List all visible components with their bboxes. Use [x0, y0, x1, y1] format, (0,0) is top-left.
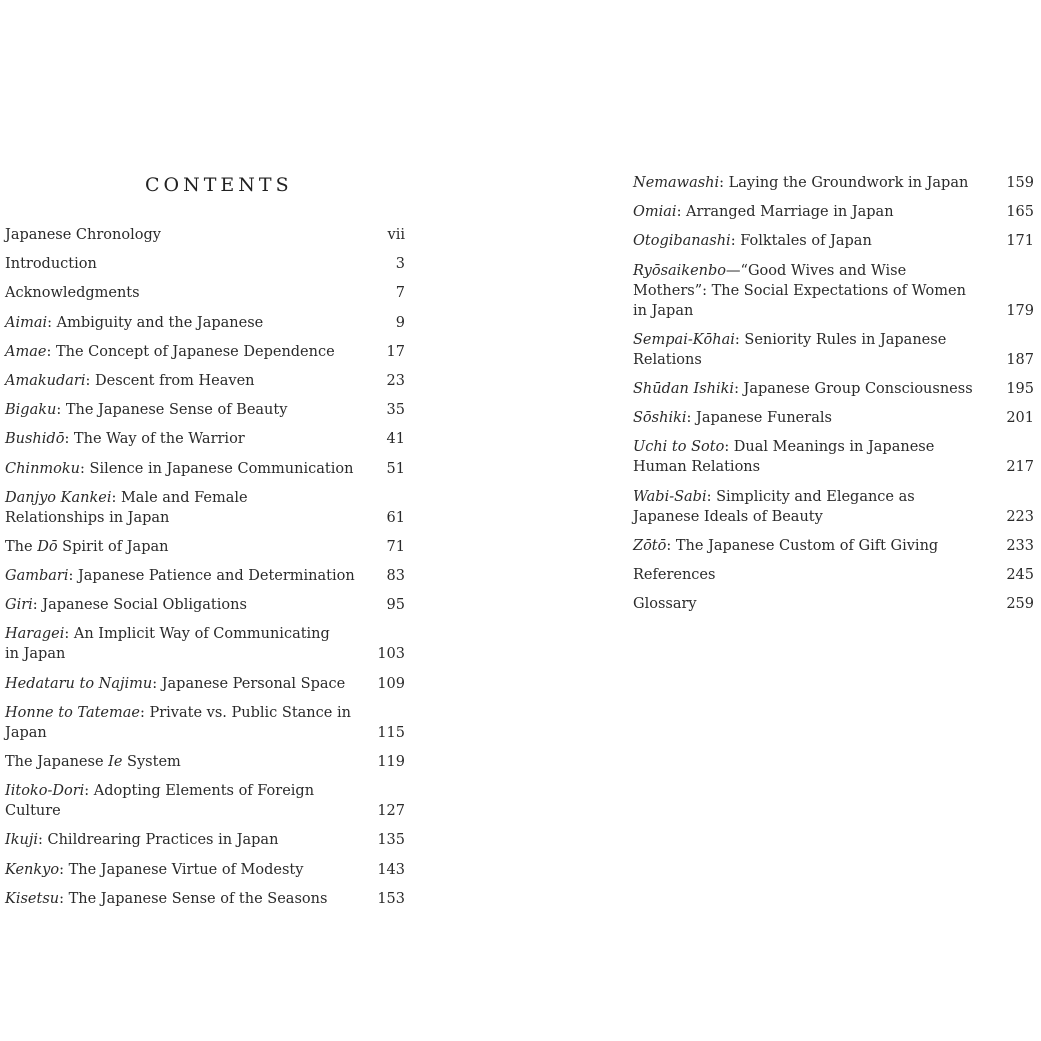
toc-entry [5, 889, 405, 909]
toc-entry [5, 283, 405, 303]
toc-entry-title [5, 488, 345, 528]
toc-entry-term: Shūdan Ishiki [633, 380, 735, 397]
toc-column-right [633, 173, 1034, 623]
toc-entry [633, 173, 1034, 193]
toc-entry-text: The [5, 538, 38, 555]
toc-entry-page-number: 35 [386, 402, 405, 419]
toc-entry-term: Honne to Tatemae [5, 704, 140, 721]
toc-entry-page-number: 201 [1006, 410, 1034, 427]
toc-entry-title [5, 537, 377, 557]
toc-entry-term: Uchi to Soto [633, 439, 725, 456]
toc-entry-title [633, 379, 1006, 399]
toc-entry-term: Haragei [5, 626, 65, 643]
toc-entry-text: : Laying the Groundwork in Japan [719, 175, 969, 191]
toc-entry-text: : Folktales of Japan [730, 233, 872, 250]
toc-entry-term: Bigaku [5, 402, 57, 419]
toc-entry-term: Sempai-Kōhai [633, 331, 735, 348]
toc-entry-title [5, 830, 377, 850]
toc-entry-term: Gambari [5, 568, 69, 585]
toc-entry-text: : Japanese Patience and Determination [68, 568, 355, 585]
toc-entry [633, 487, 1034, 527]
toc-entry [633, 536, 1034, 556]
toc-entry-text: : Arranged Marriage in Japan [676, 204, 894, 221]
toc-entry-term: Aimai [5, 314, 48, 331]
toc-entry-text: : Male and Female Relationships in Japan [5, 489, 248, 526]
toc-entry-page-number: vii [387, 227, 405, 243]
toc-entry-term: Kisetsu [5, 890, 60, 907]
page-title: CONTENTS [145, 174, 293, 196]
toc-entry [5, 459, 405, 479]
toc-entry [5, 400, 405, 420]
toc-entry-term: Ie [108, 754, 123, 770]
toc-entry-term: Dō [37, 538, 58, 555]
toc-entry-title [633, 231, 1006, 251]
toc-entry-term: Danjyo Kankei [5, 489, 112, 506]
toc-entry-page-number: 3 [395, 256, 405, 273]
toc-entry [5, 488, 405, 528]
toc-entry-page-number: 109 [377, 675, 405, 692]
toc-entry-term: Hedataru to Najimu [5, 675, 153, 692]
toc-entry-text: : Japanese Personal Space [152, 675, 346, 692]
toc-entry-page-number: 223 [1006, 508, 1034, 525]
toc-entry-page-number: 153 [377, 890, 405, 907]
toc-entry-page-number: 7 [395, 285, 405, 302]
toc-entry [5, 537, 405, 557]
toc-entry-term: Amakudari [5, 372, 86, 389]
toc-entry-page-number: 95 [386, 597, 405, 614]
toc-entry-text: : Seniority Rules in Japanese Relations [633, 331, 947, 368]
toc-entry-text: : Descent from Heaven [85, 372, 255, 389]
toc-entry [5, 703, 405, 743]
toc-entry-text: : The Japanese Sense of Beauty [56, 402, 288, 419]
toc-entry-text: The Japanese [5, 754, 109, 770]
toc-entry-page-number: 17 [386, 343, 405, 360]
toc-entry-text: : The Japanese Sense of the Seasons [59, 890, 328, 907]
toc-entry [633, 202, 1034, 222]
toc-entry-page-number: 127 [377, 803, 405, 820]
toc-entry-term: Ryōsaikenbo [633, 262, 727, 279]
toc-entry [5, 342, 405, 362]
toc-entry-text: References [633, 566, 716, 583]
toc-entry-title [633, 408, 1006, 428]
toc-entry-term: Nemawashi [633, 175, 720, 191]
toc-entry-page-number: 171 [1006, 233, 1034, 250]
toc-entry-text: : The Japanese Virtue of Modesty [59, 861, 304, 878]
toc-entry-page-number: 245 [1006, 566, 1034, 583]
toc-entry-title [5, 566, 377, 586]
toc-entry [5, 752, 405, 772]
toc-entry-page-number: 195 [1006, 380, 1034, 397]
toc-entry-title [633, 330, 1006, 370]
toc-entry-term: Omiai [633, 204, 677, 221]
toc-entry [5, 674, 405, 694]
toc-entry [5, 254, 405, 274]
toc-entry-page-number: 217 [1006, 459, 1034, 476]
toc-entry-term: Kenkyo [5, 861, 60, 878]
toc-entry [633, 594, 1034, 614]
toc-entry-term: Amae [5, 343, 47, 360]
toc-entry-title [5, 781, 377, 821]
toc-entry-page-number: 9 [395, 314, 405, 331]
toc-entry [5, 830, 405, 850]
toc-entry-title [633, 536, 1006, 556]
toc-entry-text: : Ambiguity and the Japanese [47, 314, 264, 331]
toc-entry-title [5, 400, 377, 420]
toc-entry-text: : Adopting Elements of Foreign Culture [5, 783, 315, 820]
toc-entry-text: —“Good Wives and Wise Mothers”: The Social Expectations of Women in Japan [633, 262, 966, 319]
toc-entry-title [5, 313, 377, 333]
toc-entry-title [5, 429, 377, 449]
toc-entry-title [5, 283, 377, 303]
toc-entry-text: Introduction [5, 256, 97, 273]
toc-entry [633, 437, 1034, 477]
toc-entry-page-number: 119 [377, 754, 405, 770]
toc-entry-term: Sōshiki [633, 410, 687, 427]
toc-entry-page-number: 143 [377, 861, 405, 878]
toc-entry-page-number: 115 [377, 724, 405, 741]
toc-entry [633, 565, 1034, 585]
toc-entry [633, 408, 1034, 428]
toc-entry [633, 261, 1034, 321]
toc-entry-title [633, 565, 1006, 585]
toc-entry-text: : Private vs. Public Stance in Japan [5, 704, 351, 741]
toc-entry-page-number: 135 [377, 832, 405, 849]
toc-entry-title [633, 487, 983, 527]
toc-entry-title [5, 674, 377, 694]
toc-entry-title [5, 225, 377, 245]
toc-entry-title [5, 703, 377, 743]
toc-entry [5, 371, 405, 391]
toc-entry-term: Iitoko-Dori [5, 783, 85, 800]
toc-entry-text: : Dual Meanings in Japanese Human Relations [633, 439, 935, 476]
toc-entry-title [5, 459, 377, 479]
toc-entry [5, 781, 405, 821]
toc-entry-text: : Japanese Group Consciousness [734, 380, 973, 397]
toc-entry [5, 624, 405, 664]
toc-entry-title [633, 202, 1006, 222]
toc-entry-title [5, 371, 377, 391]
toc-entry-title [633, 261, 983, 321]
toc-entry-page-number: 41 [386, 431, 405, 448]
toc-entry-title [5, 889, 377, 909]
toc-entry-text: Spirit of Japan [57, 538, 169, 555]
toc-entry-text: : Silence in Japanese Communication [80, 460, 354, 477]
toc-entry-term: Wabi-Sabi [633, 488, 707, 505]
toc-entry-term: Ikuji [5, 832, 38, 849]
toc-entry-title [633, 437, 983, 477]
toc-entry-page-number: 23 [386, 372, 405, 389]
toc-entry-page-number: 233 [1006, 537, 1034, 554]
toc-entry-term: Giri [5, 597, 33, 614]
toc-entry [633, 379, 1034, 399]
toc-entry-title [5, 254, 377, 274]
toc-entry [5, 225, 405, 245]
toc-entry [5, 595, 405, 615]
toc-entry-title [633, 173, 1006, 193]
toc-entry-text: : Simplicity and Elegance as Japanese Ideals of Beauty [633, 488, 915, 525]
toc-entry [5, 566, 405, 586]
toc-entry-title [5, 624, 345, 664]
toc-entry-page-number: 179 [1006, 302, 1034, 319]
toc-entry-page-number: 51 [386, 460, 405, 477]
toc-entry-page-number: 103 [377, 646, 405, 663]
toc-entry-title [5, 595, 377, 615]
toc-entry-text: Japanese Chronology [5, 227, 161, 243]
toc-entry-page-number: 165 [1006, 204, 1034, 221]
toc-entry-page-number: 83 [386, 568, 405, 585]
toc-entry [633, 330, 1034, 370]
toc-entry-text: : The Japanese Custom of Gift Giving [666, 537, 939, 554]
toc-entry-text: : Childrearing Practices in Japan [38, 832, 279, 849]
toc-entry-term: Bushidō [5, 431, 65, 448]
toc-column-left [5, 225, 405, 918]
toc-entry-text: : An Implicit Way of Communicating in Japan [5, 626, 330, 663]
toc-entry-text: Glossary [633, 596, 697, 613]
toc-entry-page-number: 71 [386, 538, 405, 555]
toc-entry-text: System [122, 754, 181, 770]
toc-entry [5, 313, 405, 333]
toc-entry-page-number: 61 [386, 509, 405, 526]
toc-entry-page-number: 159 [1006, 175, 1034, 191]
toc-entry-term: Otogibanashi [633, 233, 731, 250]
toc-entry [5, 429, 405, 449]
toc-entry-page-number: 259 [1006, 596, 1034, 613]
toc-entry [633, 231, 1034, 251]
toc-entry-term: Zōtō [633, 537, 667, 554]
toc-entry-text: : Japanese Funerals [686, 410, 832, 427]
toc-entry-title [5, 342, 377, 362]
toc-entry-title [633, 594, 1006, 614]
toc-entry-title [5, 752, 377, 772]
toc-entry-title [5, 860, 377, 880]
toc-entry [5, 860, 405, 880]
toc-entry-page-number: 187 [1006, 351, 1034, 368]
toc-entry-text: : The Concept of Japanese Dependence [46, 343, 335, 360]
toc-entry-term: Chinmoku [5, 460, 81, 477]
toc-entry-text: Acknowledgments [5, 285, 140, 302]
toc-entry-text: : The Way of the Warrior [64, 431, 245, 448]
toc-entry-text: : Japanese Social Obligations [32, 597, 247, 614]
